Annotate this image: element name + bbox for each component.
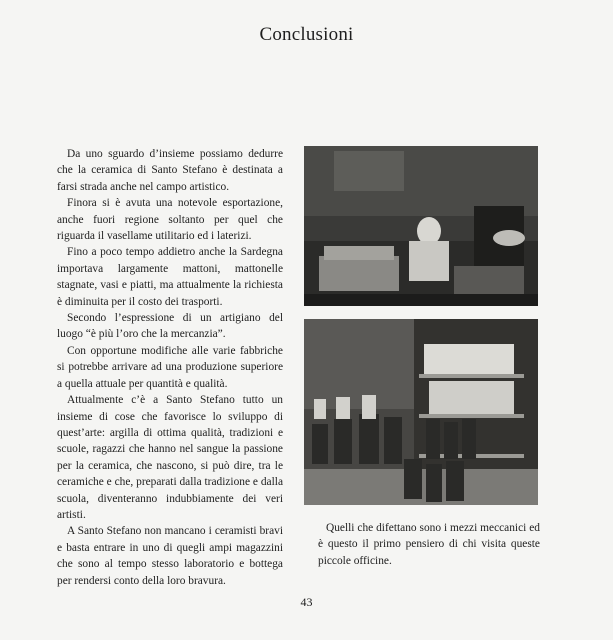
- paragraph: Con opportune modifiche alle varie fabbriche si potrebbe arrivare ad una produzione superiore a quella attuale per quantità e qualità.: [57, 344, 283, 390]
- photo-caption: [318, 520, 540, 569]
- shop-shelves-photo: [304, 319, 538, 505]
- page-number: 43: [300, 595, 313, 609]
- paragraph: Da uno sguardo d’insieme possiamo dedurre che la ceramica di Santo Stefano è destinata a farsi strada anche nel campo artistico.: [57, 148, 283, 193]
- page-title: Conclusioni: [259, 24, 354, 45]
- paragraph: Attualmente c’è a Santo Stefano tutto un insieme di cose che favorisce lo sviluppo di quest’arte: argilla di ottima qualità, tradizioni e scuole, ragazzi che hanno nel sangue la passione per la ceramica, che nascono, si può dire, tra le ceramiche e che, preparati dalla tradizione e dalla scuola, diventeranno indubbiamente dei veri artisti.: [57, 394, 283, 521]
- paragraph: A Santo Stefano non mancano i ceramisti bravi e basta entrare in uno di quegli ampi magazzini che sono al tempo stesso laboratorio e bottega per rendersi conto della loro bravura.: [57, 525, 283, 587]
- paragraph: Finora si è avuta una notevole esportazione, anche fuori regione soltanto per quel che riguarda il vasellame utilitario ed i laterizi.: [57, 197, 283, 243]
- paragraph: Secondo l’espressione di un artigiano del luogo “è più l’oro che la mercanzia”.: [57, 312, 283, 341]
- workshop-photo: [304, 146, 538, 306]
- caption-text: Quelli che difettano sono i mezzi meccanici ed è questo il primo pensiero di chi visita queste piccole officine.: [318, 522, 540, 567]
- body-text: [57, 146, 283, 589]
- paragraph: Fino a poco tempo addietro anche la Sardegna importava largamente mattoni, mattonelle stagnate, vasi e piatti, ma attualmente la richiesta è diminuita per il costo dei trasporti.: [57, 246, 283, 308]
